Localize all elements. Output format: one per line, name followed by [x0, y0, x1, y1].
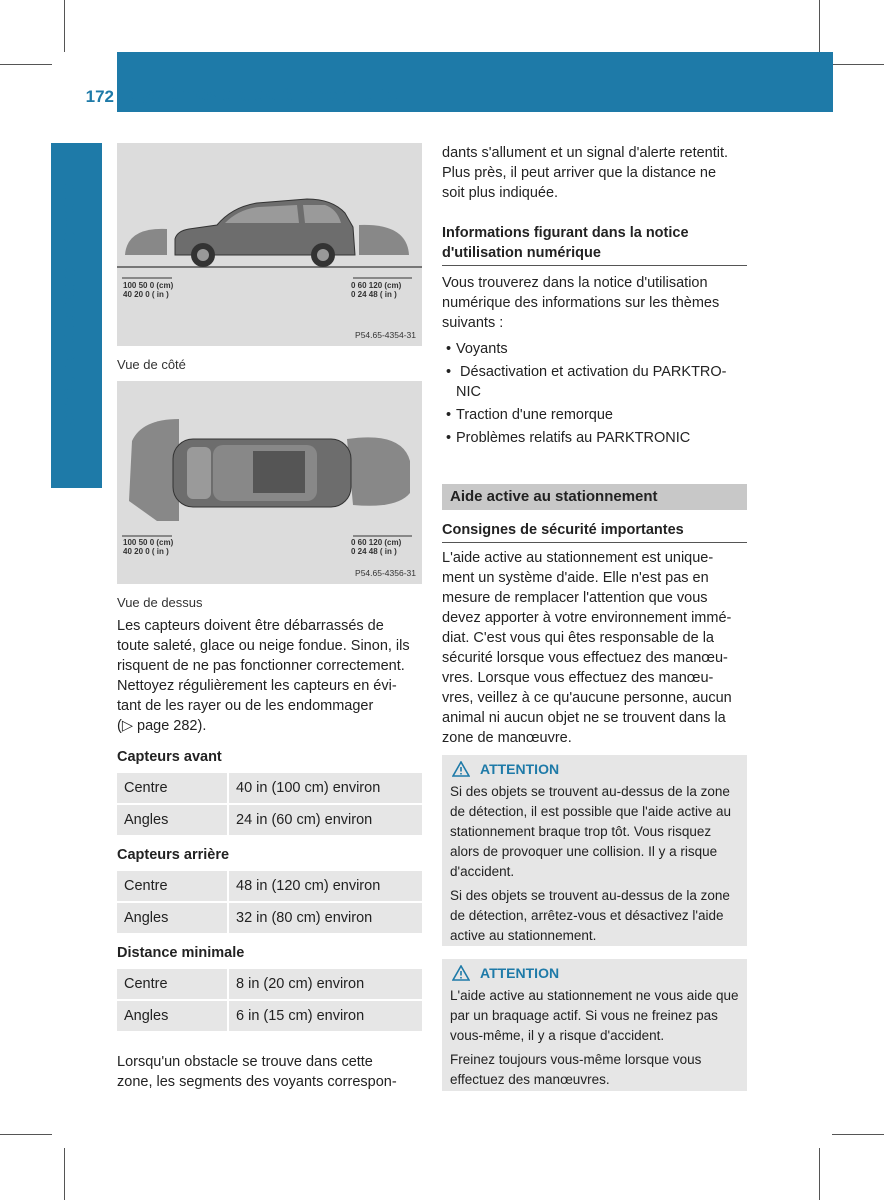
warning-box: [442, 755, 747, 946]
info-text: Vous trouverez dans la notice d'utilisation numérique des informations sur les thèmes suivants :: [442, 275, 720, 331]
warning-triangle-icon: [452, 965, 470, 981]
warning-text: Si des objets se trouvent au-dessus de la zone de détection, il est possible que l'aide active au stationnement braque trop tôt. Vous risquez alors de provoquer une collision. Il y a risque d'accident. Si des objets se trouvent au-dessus de la zone de détection, arrêtez-vous et désactivez l'aide active au stationnement.: [450, 784, 732, 943]
scale-front: 100 50 0 (cm) 40 20 0 ( in ): [123, 281, 174, 299]
obstacle-text: Lorsqu'un obstacle se trouve dans cette zone, les segments des voyants correspon-: [117, 1054, 397, 1090]
warning-header: [452, 965, 559, 981]
list-item: • Traction d'une remorque: [442, 405, 747, 425]
warning-header: [452, 761, 559, 777]
figure-top-view: [117, 381, 422, 584]
page-number: 172: [85, 87, 114, 106]
figure-caption: Vue de côté: [117, 357, 186, 372]
table-row: Centre 40 in (100 cm) environ: [117, 773, 422, 804]
divider: [442, 542, 747, 543]
table-rear-sensors: [117, 871, 422, 935]
crop-mark: [64, 1148, 65, 1200]
table-row: Centre 48 in (120 cm) environ: [117, 871, 422, 902]
info-heading: Informations figurant dans la notice d'utilisation numérique: [442, 225, 689, 261]
list-item: • Problèmes relatifs au PARKTRONIC: [442, 428, 747, 448]
table-front-sensors: [117, 773, 422, 837]
crop-mark: [819, 0, 820, 52]
table-title-minimum: Distance minimale: [117, 945, 245, 961]
scale-rear: 0 60 120 (cm) 0 24 48 ( in ): [351, 538, 402, 556]
scale-front: 100 50 0 (cm) 40 20 0 ( in ): [123, 538, 174, 556]
table-row: Angles 24 in (60 cm) environ: [117, 804, 422, 836]
crop-mark: [0, 64, 52, 65]
warning-title: ATTENTION: [480, 965, 560, 981]
list-item-text: Désactivation et activation du PARKTRO-NIC: [456, 364, 727, 400]
list-item: • Voyants: [442, 339, 747, 359]
scale-rear: 0 60 120 (cm) 0 24 48 ( in ): [351, 281, 402, 299]
table-row: Angles 6 in (15 cm) environ: [117, 1000, 422, 1032]
safety-heading: Consignes de sécurité importantes: [442, 522, 684, 538]
table-title-rear: Capteurs arrière: [117, 847, 230, 863]
section-band: [442, 484, 747, 510]
continued-text: dants s'allument et un signal d'alerte retentit. Plus près, il peut arriver que la distance ne soit plus indiquée.: [442, 145, 729, 201]
side-tab-label: [58, 396, 81, 436]
car-side-icon: [175, 199, 355, 267]
car-top-icon: [173, 439, 351, 507]
table-row: Centre 8 in (20 cm) environ: [117, 969, 422, 1000]
section-band-title: Aide active au stationnement: [450, 488, 658, 505]
crop-mark: [832, 64, 884, 65]
warning-text: L'aide active au stationnement ne vous aide que par un braquage actif. Si vous ne freinez pas vous-même, il y a risque d'accident. Freinez toujours vous-même lorsque vous effectuez des manœuvres.: [450, 988, 739, 1087]
sensor-cleaning-text: Les capteurs doivent être débarrassés de toute saleté, glace ou neige fondue. Sinon, ils risquent de ne pas fonctionner correctement. Nettoyez régulièrement les capteurs en évi- tant de les rayer ou de les endommager (▷ page 282).: [117, 618, 410, 734]
section-title: Systèmes d'aide à la conduite: [128, 85, 398, 106]
figure-code: P54.65-4356-31: [355, 568, 416, 578]
topic-list: [442, 339, 747, 451]
crop-mark: [64, 0, 65, 52]
figure-code: P54.65-4354-31: [355, 330, 416, 340]
crop-mark: [819, 1148, 820, 1200]
table-row: Angles 32 in (80 cm) environ: [117, 902, 422, 934]
safety-text: L'aide active au stationnement est unique- ment un système d'aide. Elle n'est pas en mesure de remplacer l'attention que vous devez apporter à votre environnement immé- diat. C'est vous qui êtes responsable de la sécurité lorsque vous effectuez des manœu- vres. Lorsque vous effectuez des manœu- vres, veillez à ce qu'aucune personne, aucun animal ni aucun objet ne se trouvent dans la zone de manœuvre.: [442, 550, 732, 746]
side-view-illustration: [117, 143, 422, 346]
table-minimum-distance: [117, 969, 422, 1033]
warning-title: ATTENTION: [480, 761, 560, 777]
table-title-front: Capteurs avant: [117, 749, 222, 765]
warning-box: [442, 959, 747, 1091]
crop-mark: [0, 1134, 52, 1135]
crop-mark: [832, 1134, 884, 1135]
list-item: [442, 362, 747, 402]
divider: [442, 265, 747, 266]
figure-side-view: [117, 143, 422, 346]
figure-caption: Vue de dessus: [117, 595, 203, 610]
warning-triangle-icon: [452, 761, 470, 777]
